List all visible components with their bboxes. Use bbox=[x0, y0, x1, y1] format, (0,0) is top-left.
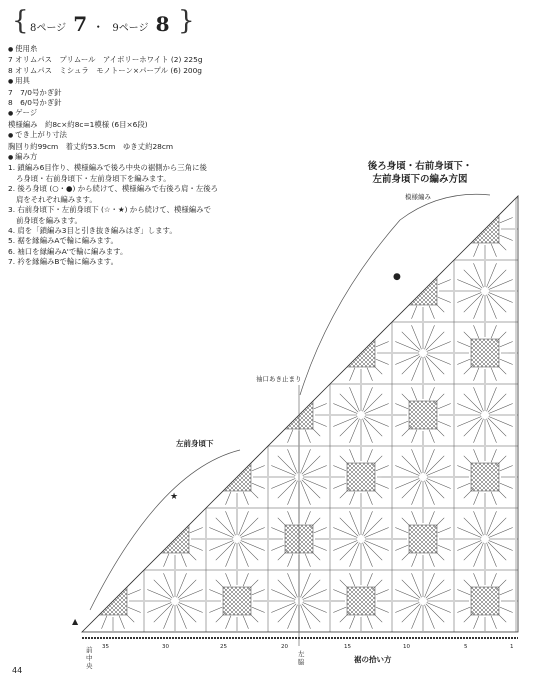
left-front-curve bbox=[90, 450, 240, 610]
sleeve-opening-label: 袖口あき止まり bbox=[256, 375, 302, 383]
fan-block bbox=[206, 384, 268, 446]
gauge-text: 模様編み 約8c×約8c=1模様 (6目×6段) bbox=[8, 119, 148, 129]
page-a: 8 bbox=[30, 23, 37, 34]
start-mark: ▲ bbox=[72, 617, 79, 626]
pattern-label: 模様編み bbox=[405, 193, 431, 201]
tick-1: 1 bbox=[510, 644, 514, 650]
fan-block bbox=[454, 508, 516, 570]
chart-title-line2: 左前身頃下の編み方図 bbox=[372, 174, 468, 185]
fan-block bbox=[82, 384, 144, 446]
step-1a: 1. 鎖編み6目作り、模様編みで後ろ中央の裾側から三角に後 bbox=[8, 163, 207, 173]
fan-block bbox=[82, 508, 144, 570]
fan-block bbox=[392, 322, 454, 384]
mesh-block bbox=[268, 260, 330, 322]
fan-block bbox=[330, 136, 392, 198]
hem-pickup-label: 裾の拾い方 bbox=[354, 655, 392, 664]
fan-block bbox=[392, 570, 454, 632]
mesh-block bbox=[82, 198, 144, 260]
stitch-grid bbox=[82, 136, 553, 632]
step-7: 7. 衿を縁編みBで輪に編みます。 bbox=[8, 257, 118, 267]
fan-block bbox=[392, 198, 454, 260]
step-2a: 2. 後ろ身頃 (○・●) から続けて、模様編みで右後ろ肩・左後ろ bbox=[8, 184, 218, 194]
fan-block bbox=[330, 260, 392, 322]
fan-block bbox=[516, 322, 553, 384]
page-a-suffix: ページ bbox=[36, 23, 67, 34]
header-separator: ・ bbox=[92, 20, 105, 34]
fan-block bbox=[516, 446, 553, 508]
step-5: 5. 裾を縁編みAで輪に編みます。 bbox=[8, 236, 118, 246]
step-6: 6. 袖口を縁編みA'で輪に編みます。 bbox=[8, 246, 128, 256]
fan-block bbox=[454, 260, 516, 322]
left-side-label bbox=[298, 650, 305, 666]
fan-block bbox=[330, 384, 392, 446]
fan-block bbox=[144, 322, 206, 384]
mesh-block bbox=[144, 260, 206, 322]
tools-7: 7 7/0号かぎ針 bbox=[8, 87, 62, 97]
model-a: 7 bbox=[73, 12, 88, 36]
tick-30: 30 bbox=[162, 644, 169, 650]
mesh-block bbox=[206, 570, 268, 632]
yarn-7: 7 オリムパス プリムール アイボリーホワイト (2) 225g bbox=[8, 55, 203, 65]
fan-block bbox=[206, 508, 268, 570]
size-text: 胸回り約99cm 着丈約53.5cm ゆき丈約28cm bbox=[8, 141, 174, 151]
front-center-3: 央 bbox=[86, 662, 93, 670]
gauge-title: ● ゲージ bbox=[8, 108, 308, 119]
mesh-block bbox=[454, 570, 516, 632]
yarn-title: ● 使用糸 bbox=[8, 44, 308, 55]
page-number: 44 bbox=[12, 666, 23, 675]
mesh-block bbox=[268, 136, 330, 198]
mesh-block bbox=[516, 384, 553, 446]
fan-block bbox=[82, 136, 144, 198]
circle-mark: ● bbox=[393, 272, 401, 282]
fan-block bbox=[144, 570, 206, 632]
step-2b: 肩をそれぞれ編みます。 bbox=[16, 194, 97, 204]
fan-block bbox=[392, 446, 454, 508]
fan-block bbox=[206, 260, 268, 322]
fan-block bbox=[206, 136, 268, 198]
mesh-block bbox=[454, 446, 516, 508]
tick-25: 25 bbox=[220, 644, 227, 650]
star-mark: ★ bbox=[170, 492, 179, 502]
mesh-block bbox=[516, 508, 553, 570]
fan-block bbox=[330, 508, 392, 570]
tools-title: ● 用具 bbox=[8, 76, 308, 87]
fan-block bbox=[82, 260, 144, 322]
tick-10: 10 bbox=[403, 644, 410, 650]
tick-20: 20 bbox=[281, 644, 288, 650]
page-b: 9 bbox=[112, 23, 119, 34]
model-b: 8 bbox=[155, 12, 170, 36]
mesh-block bbox=[330, 446, 392, 508]
front-center-1: 前 bbox=[86, 646, 93, 654]
mesh-block bbox=[516, 260, 553, 322]
mesh-block bbox=[144, 136, 206, 198]
step-1b: ろ身頃・右前身頃下・左前身頃下を編みます。 bbox=[16, 173, 171, 183]
fan-block bbox=[454, 136, 516, 198]
mesh-block bbox=[82, 446, 144, 508]
tick-35: 35 bbox=[102, 644, 109, 650]
tick-15: 15 bbox=[344, 644, 351, 650]
mesh-block bbox=[392, 384, 454, 446]
tick-5: 5 bbox=[464, 644, 468, 650]
left-side-1: 左 bbox=[298, 650, 305, 658]
mesh-block bbox=[330, 198, 392, 260]
fan-block bbox=[516, 198, 553, 260]
chart-title-line1: 後ろ身頃・右前身頃下・ bbox=[367, 161, 473, 172]
front-center-2: 中 bbox=[86, 654, 93, 662]
mesh-block bbox=[516, 136, 553, 198]
mesh-block bbox=[392, 136, 454, 198]
step-4: 4. 肩を「鎖編み3目と引き抜き編みはぎ」します。 bbox=[8, 225, 177, 235]
page-b-suffix: ページ bbox=[118, 23, 149, 34]
step-3b: 前身頃を編みます。 bbox=[16, 215, 82, 225]
back-curve bbox=[300, 194, 490, 395]
left-front-label: 左前身頃下 bbox=[176, 439, 214, 448]
right-brace: } bbox=[178, 6, 195, 36]
fan-block bbox=[268, 198, 330, 260]
step-3a: 3. 右前身頃下・左前身頃下 (☆・★) から続けて、模様編みで bbox=[8, 205, 211, 215]
method-title: ● 編み方 bbox=[8, 152, 308, 163]
size-title: ● でき上がり寸法 bbox=[8, 130, 308, 141]
mesh-block bbox=[206, 198, 268, 260]
mesh-block bbox=[392, 508, 454, 570]
left-brace: { bbox=[12, 6, 29, 36]
fan-block bbox=[454, 384, 516, 446]
left-side-2: 脇 bbox=[298, 658, 305, 666]
fan-block bbox=[144, 198, 206, 260]
triangle-outline bbox=[82, 196, 518, 632]
mesh-block bbox=[144, 384, 206, 446]
tools-8: 8 6/0号かぎ針 bbox=[8, 98, 62, 108]
mesh-block bbox=[330, 570, 392, 632]
fan-block bbox=[516, 570, 553, 632]
mesh-block bbox=[82, 322, 144, 384]
yarn-8: 8 オリムパス ミシュラ モノトーン×パープル (6) 200g bbox=[8, 65, 202, 75]
front-center-label bbox=[86, 646, 93, 670]
mesh-block bbox=[454, 322, 516, 384]
